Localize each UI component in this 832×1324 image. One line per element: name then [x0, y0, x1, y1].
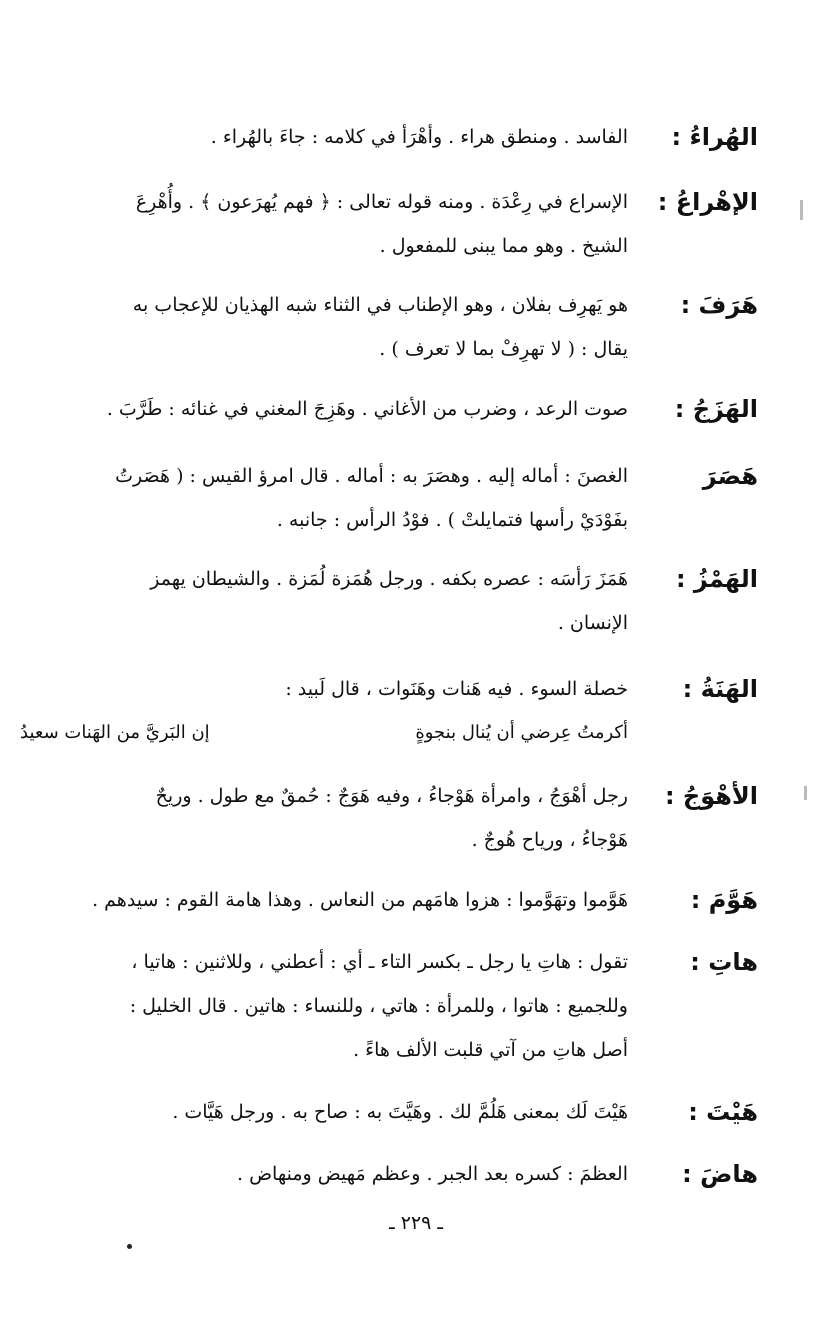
entry-definition [20, 115, 628, 159]
entry-term: هاضَ : [682, 1160, 758, 1188]
entry [20, 1090, 758, 1134]
entry-definition [20, 1090, 628, 1134]
definition-line: هو يَهرِف بفلان ، وهو الإطناب في الثناء شبه الهذيان للإعجاب به [132, 294, 628, 316]
entry-term: هَوَّمَ : [690, 886, 758, 914]
definition-line: بفَوْدَيْ رأسها فتمايلتْ ) . فوْدُ الرأس : جانبه . [276, 509, 628, 531]
definition-line: صوت الرعد ، وضرب من الأغاني . وهَزِجَ المغني في غنائه : طَرَّبَ . [106, 398, 628, 420]
entry-definition [20, 387, 628, 431]
entry [20, 115, 758, 159]
entry [20, 940, 758, 1072]
entry-term: الهَنَةُ : [682, 675, 758, 703]
verse-second-hemistich: إن البَريَّ من الهَنات سعيدُ [20, 722, 210, 743]
entry-term: هَيْتَ : [688, 1098, 758, 1126]
entry-definition [20, 454, 628, 542]
entry [20, 878, 758, 922]
entry-definition [20, 557, 628, 645]
entry-definition [20, 283, 628, 371]
entry-definition [20, 1152, 628, 1196]
entry [20, 1152, 758, 1196]
page-number: ـ ٢٢٩ ـ [389, 1212, 443, 1234]
entry-term: الأهْوَجُ : [664, 782, 758, 810]
entry [20, 387, 758, 431]
entry [20, 283, 758, 371]
definition-line: الإنسان . [557, 612, 628, 634]
definition-line: الإسراع في رِعْدَة . ومنه قوله تعالى : ﴿ فهم يُهرَعون ﴾ . وأُهْرِعَ [135, 191, 628, 213]
definition-line: أصل هاتِ من آتي قلبت الألف هاءً . [353, 1039, 628, 1061]
definition-line: العظمَ : كسره بعد الجبر . وعظم مَهيض ومنهاض . [236, 1163, 628, 1185]
entry-term: الهُراءُ : [671, 123, 758, 151]
poetry-verse [20, 711, 628, 755]
verse-first-hemistich: أكرمتُ عِرضي أن يُنال بنجوةٍ [415, 722, 628, 743]
entry-definition [20, 180, 628, 268]
entry-term: هَرَفَ : [680, 291, 758, 319]
definition-line: هَيْتَ لَك بمعنى هَلُمَّ لك . وهَيَّتَ به : صاح به . ورجل هَيَّات . [172, 1101, 628, 1123]
entry-definition [20, 774, 628, 862]
entry [20, 454, 758, 542]
definition-line: هَوْجاءُ ، ورياح هُوجٌ . [471, 829, 628, 851]
entry [20, 774, 758, 862]
definition-line: الشيخ . وهو مما يبنى للمفعول . [379, 235, 628, 257]
definition-line: هَمَزَ رَأسَه : عصره بكفه . ورجل هُمَزة لُمَزة . والشيطان يهمز [150, 568, 628, 590]
entry-term: الإهْراعُ : [657, 188, 758, 216]
definition-line: الفاسد . ومنطق هراء . وأهْرَأ في كلامه : جاءَ بالهُراء . [210, 126, 628, 148]
entry-definition [20, 940, 628, 1072]
entry [20, 180, 758, 268]
definition-line: هَوَّموا وتهَوَّموا : هزوا هامَهم من النعاس . وهذا هامة القوم : سيدهم . [92, 889, 628, 911]
definition-line: وللجميع : هاتوا ، وللمرأة : هاتي ، وللنساء : هاتين . قال الخليل : [129, 995, 628, 1017]
entry-term: هَصَرَ [702, 462, 758, 490]
margin-mark [800, 200, 803, 220]
entry-term: الهَزَجُ : [674, 395, 758, 423]
definition-line: الغصنَ : أماله إليه . وهصَرَ به : أماله . قال امرؤ القيس : ( هَصَرتُ [115, 465, 628, 487]
stray-dot [127, 1244, 132, 1249]
margin-mark [804, 786, 807, 800]
entry [20, 557, 758, 645]
definition-line: رجل أهْوَجُ ، وامرأة هَوْجاءُ ، وفيه هَوَجٌ : حُمقٌ مع طول . وريحٌ [155, 785, 628, 807]
definition-line: يقال : ( لا تهرِفْ بما لا تعرف ) . [379, 338, 628, 360]
entry-term: هاتِ : [690, 948, 758, 976]
entry-term: الهَمْزُ : [675, 565, 758, 593]
definition-line: خصلة السوء . فيه هَنات وهَنَوات ، قال لَبيد : [285, 678, 628, 700]
entry-definition [20, 878, 628, 922]
entry [20, 667, 758, 755]
definition-line: تقول : هاتِ يا رجل ـ بكسر التاء ـ أي : أعطني ، وللاثنين : هاتيا ، [131, 951, 628, 973]
entry-definition [20, 667, 628, 711]
